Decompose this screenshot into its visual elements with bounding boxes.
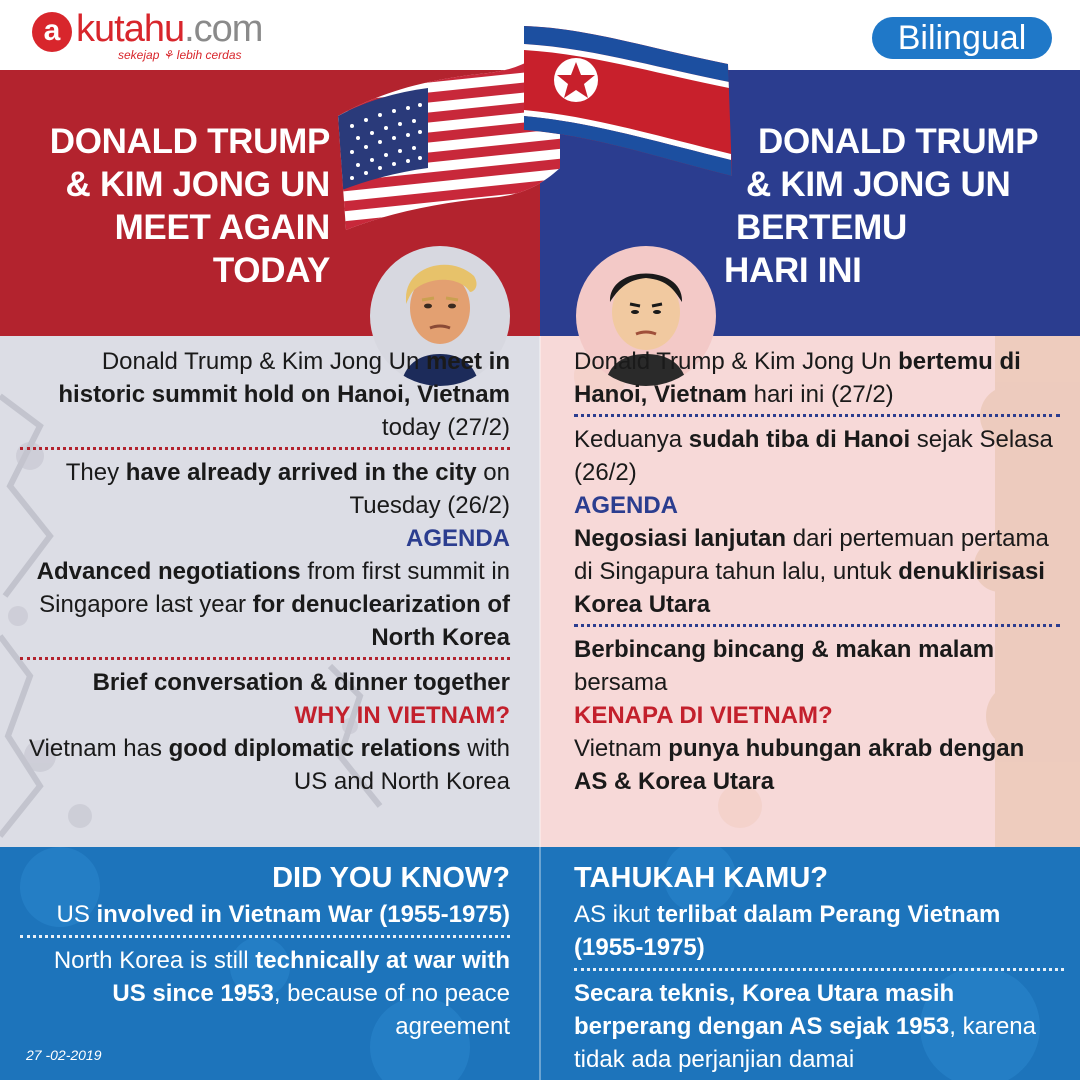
headline-english: DONALD TRUMP & KIM JONG UN MEET AGAIN TODAY (49, 122, 330, 290)
dotted-divider (574, 624, 1060, 627)
dotted-divider (20, 447, 510, 450)
why-vietnam-en: Vietnam has good diplomatic relations with US and North Korea (28, 735, 510, 795)
why-vietnam-heading-id: KENAPA DI VIETNAM? (574, 702, 833, 729)
english-column (20, 345, 510, 798)
column-divider (539, 336, 541, 1080)
why-vietnam-id: Vietnam punya hubungan akrab dengan AS & Korea Utara (574, 735, 1025, 795)
fact-2-en: North Korea is still technically at war with US since 1953, because of no peace agreement (53, 947, 510, 1040)
logo-letter-badge: a (32, 12, 72, 52)
arrival-en: They have already arrived in the city on Tuesday (26/2) (65, 459, 510, 519)
fact-1-id: AS ikut terlibat dalam Perang Vietnam (1955-1975) (574, 901, 1001, 961)
agenda-heading-en: AGENDA (405, 525, 510, 552)
dotted-divider (574, 414, 1060, 417)
agenda-item-1-en: Advanced negotiations from first summit in Singapore last year for denuclearization of North Korea (36, 558, 510, 651)
arrival-id: Keduanya sudah tiba di Hanoi sejak Selasa (26/2) (574, 426, 1053, 486)
did-you-know-english (20, 858, 510, 1043)
dotted-divider (574, 968, 1064, 971)
why-vietnam-heading-en: WHY IN VIETNAM? (294, 702, 510, 729)
did-you-know-heading-id: TAHUKAH KAMU? (574, 862, 828, 894)
dotted-divider (20, 657, 510, 660)
did-you-know-heading-en: DID YOU KNOW? (272, 862, 510, 894)
summit-intro-id: Donald Trump & Kim Jong Un bertemu di Hanoi, Vietnam hari ini (27/2) (574, 348, 1021, 408)
fact-1-en: US involved in Vietnam War (1955-1975) (56, 901, 510, 928)
logo-tagline: sekejap ⚘ lebih cerdas (118, 48, 242, 62)
flags-illustration (328, 18, 758, 248)
logo-wordmark: kutahu.com (76, 8, 263, 50)
agenda-item-2-id: Berbincang bincang & makan malam bersama (574, 636, 995, 696)
headline-indonesian: DONALD TRUMP & KIM JONG UN BERTEMU HARI INI (724, 122, 1039, 290)
bilingual-badge: Bilingual (872, 17, 1052, 59)
dotted-divider (20, 935, 510, 938)
publish-date: 27 -02-2019 (26, 1047, 102, 1063)
agenda-item-2-en: Brief conversation & dinner together (92, 669, 510, 696)
fact-2-id: Secara teknis, Korea Utara masih berperang dengan AS sejak 1953, karena tidak ada perjanjian damai (574, 980, 1036, 1073)
did-you-know-indonesian (574, 858, 1064, 1076)
indonesian-column (574, 345, 1060, 798)
agenda-heading-id: AGENDA (574, 492, 679, 519)
agenda-item-1-id: Negosiasi lanjutan dari pertemuan pertama di Singapura tahun lalu, untuk denuklirisasi Korea Utara (574, 525, 1049, 618)
summit-intro-en: Donald Trump & Kim Jong Un meet in historic summit hold on Hanoi, Vietnam today (27/2) (58, 348, 510, 441)
